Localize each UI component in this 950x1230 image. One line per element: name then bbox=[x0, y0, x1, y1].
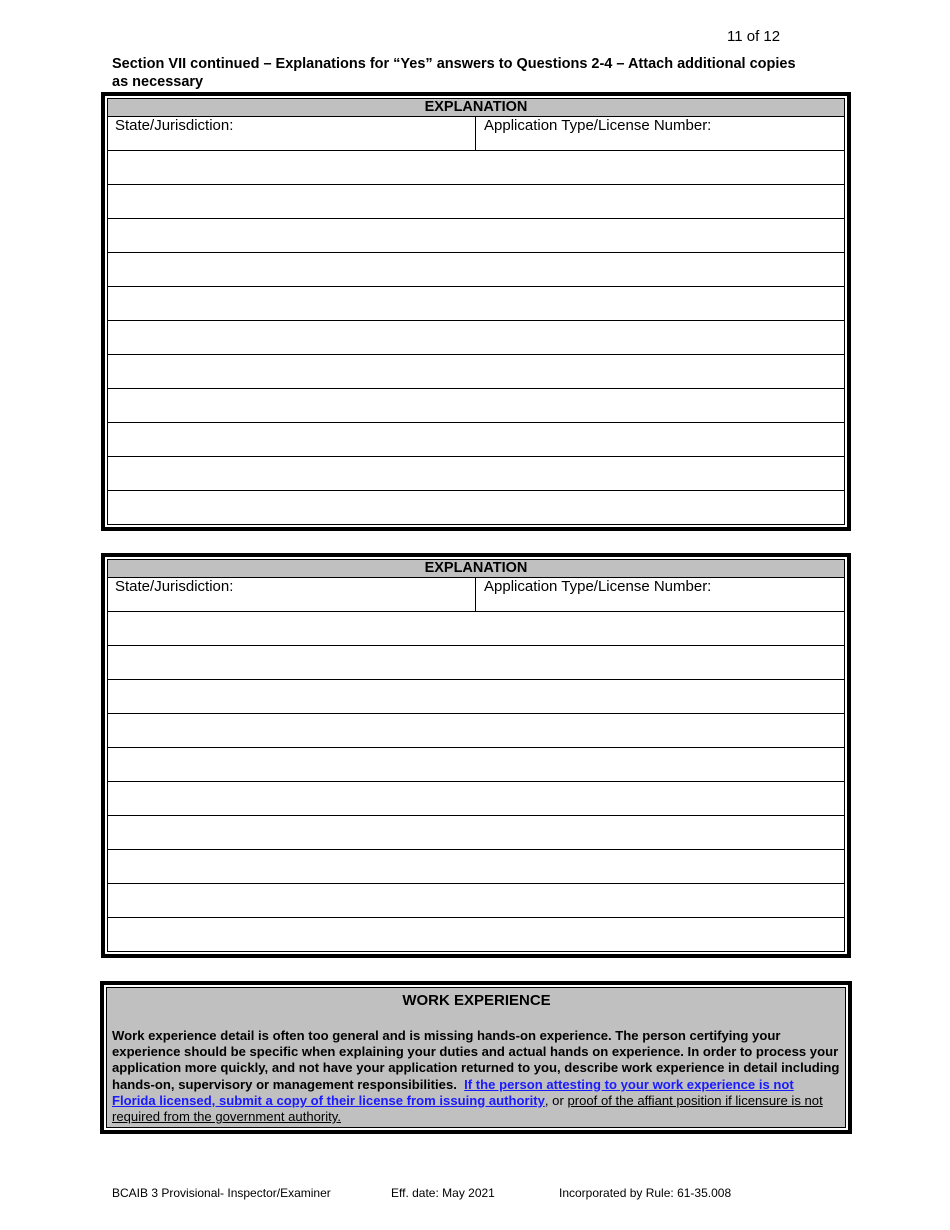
explanation-line[interactable] bbox=[108, 714, 844, 748]
work-experience-box bbox=[100, 981, 852, 1134]
explanation-line[interactable] bbox=[108, 355, 844, 389]
application-type-label: Application Type/License Number: bbox=[484, 117, 712, 134]
explanation-line[interactable] bbox=[108, 646, 844, 680]
work-experience-text bbox=[112, 1028, 841, 1125]
application-type-field[interactable] bbox=[476, 578, 844, 611]
section-title: Section VII continued – Explanations for “Yes” answers to Questions 2-4 – Attach additional copies as necessary bbox=[112, 56, 796, 90]
explanation-line[interactable] bbox=[108, 918, 844, 951]
explanation-line[interactable] bbox=[108, 185, 844, 219]
state-jurisdiction-field[interactable] bbox=[108, 117, 476, 150]
application-type-field[interactable] bbox=[476, 117, 844, 150]
explanation-line[interactable] bbox=[108, 389, 844, 423]
explanation-line[interactable] bbox=[108, 219, 844, 253]
state-jurisdiction-field[interactable] bbox=[108, 578, 476, 611]
explanation-line[interactable] bbox=[108, 457, 844, 491]
state-jurisdiction-label: State/Jurisdiction: bbox=[115, 117, 234, 134]
or-text: or bbox=[548, 1092, 568, 1108]
explanation-line[interactable] bbox=[108, 321, 844, 355]
explanation-line[interactable] bbox=[108, 884, 844, 918]
explanation-meta-row bbox=[108, 117, 844, 151]
explanation-line[interactable] bbox=[108, 680, 844, 714]
explanation-header: EXPLANATION bbox=[108, 99, 844, 117]
comma: , bbox=[544, 1092, 549, 1108]
footer-rule: Incorporated by Rule: 61-35.008 bbox=[559, 1186, 732, 1200]
explanation-form-2 bbox=[101, 553, 851, 958]
footer-form-name: BCAIB 3 Provisional- Inspector/Examiner bbox=[112, 1186, 331, 1200]
explanation-line[interactable] bbox=[108, 612, 844, 646]
explanation-header: EXPLANATION bbox=[108, 560, 844, 578]
work-experience-instructions: Work experience detail is often too general and is missing hands-on experience. The person certifying your experience should be specific when explaining your duties and actual hands on experience. In order to process your application more quickly, and not have your application returned to you, describe work experience in detail including hands-on, supervisory or management responsibilities. bbox=[112, 1028, 840, 1092]
proof-of-affiant-text: proof of the affiant position if licensure is not required from the government authority. bbox=[112, 1092, 823, 1125]
explanation-line[interactable] bbox=[108, 287, 844, 321]
license-requirement-link[interactable]: If the person attesting to your work experience is not Florida licensed, submit a copy of their license from issuing authority bbox=[112, 1076, 794, 1108]
application-type-label: Application Type/License Number: bbox=[484, 578, 712, 595]
state-jurisdiction-label: State/Jurisdiction: bbox=[115, 578, 234, 595]
explanation-meta-row bbox=[108, 578, 844, 612]
explanation-line[interactable] bbox=[108, 782, 844, 816]
page-number: 11 of 12 bbox=[727, 28, 781, 45]
explanation-line[interactable] bbox=[108, 423, 844, 457]
explanation-line[interactable] bbox=[108, 748, 844, 782]
footer-eff-date: Eff. date: May 2021 bbox=[391, 1186, 495, 1200]
work-experience-title: WORK EXPERIENCE bbox=[402, 992, 551, 1009]
explanation-line[interactable] bbox=[108, 850, 844, 884]
explanation-line[interactable] bbox=[108, 151, 844, 185]
explanation-line[interactable] bbox=[108, 491, 844, 524]
explanation-line[interactable] bbox=[108, 816, 844, 850]
explanation-form-1 bbox=[101, 92, 851, 531]
explanation-line[interactable] bbox=[108, 253, 844, 287]
